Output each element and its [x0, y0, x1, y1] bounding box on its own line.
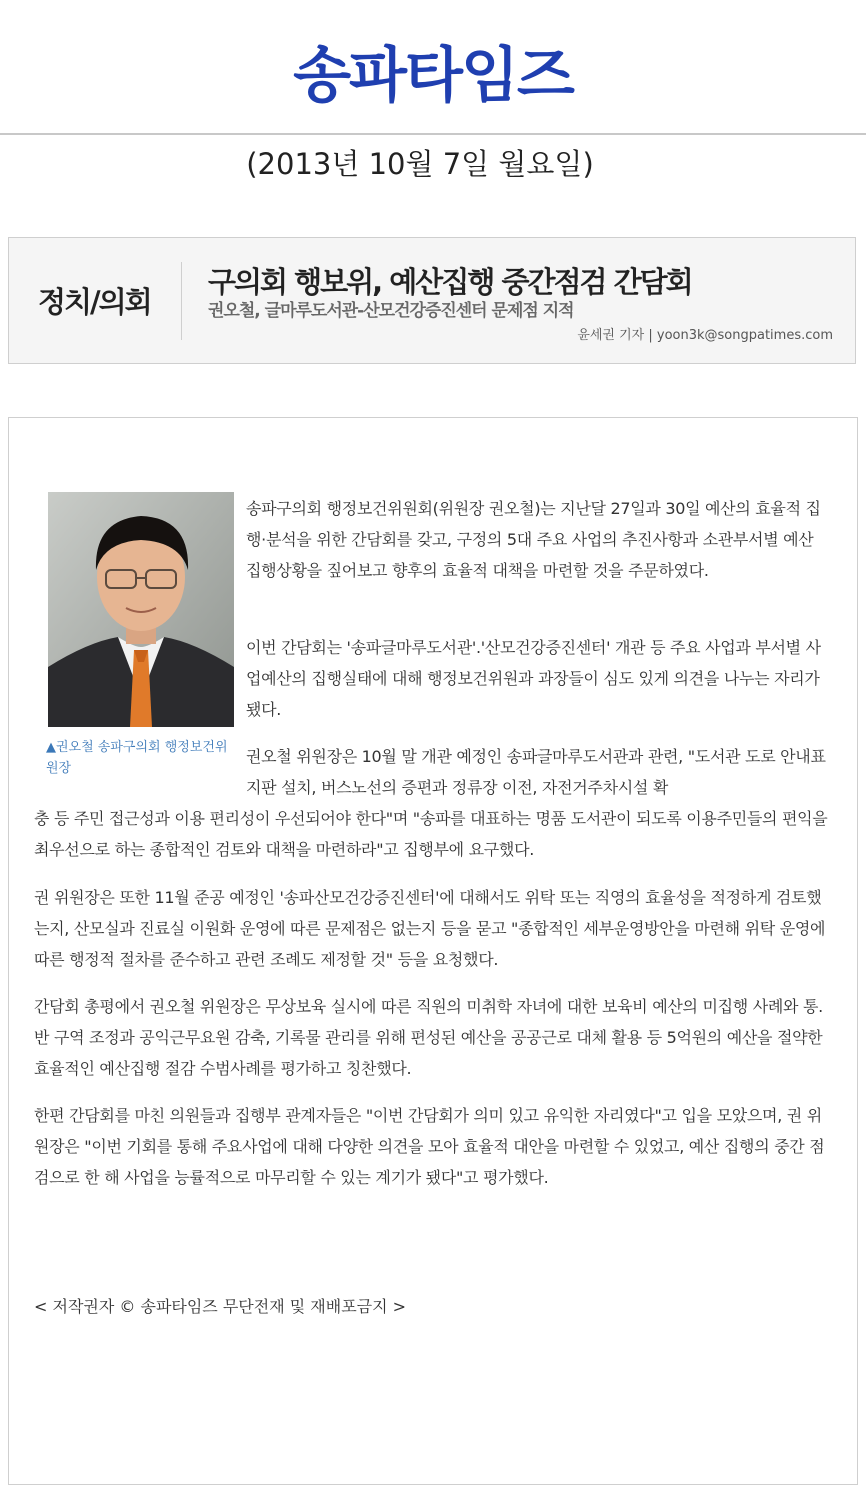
photo-caption: ▲권오철 송파구의회 행정보건위원장 [46, 740, 228, 776]
paragraph-1: 송파구의회 행정보건위원회(위원장 권오철)는 지난달 27일과 30일 예산의 효율적 집행·분석을 위한 간담회를 갖고, 구정의 5대 주요 사업의 추진사항과 소관부서별 예산 집행상황을 짚어보고 향후의 효율적 대책을 마련할 것을 주문하였다. [246, 499, 821, 580]
paragraph-6: 한편 간담회를 마친 의원들과 집행부 관계자들은 "이번 간담회가 의미 있고 유익한 자리였다"고 입을 모았으며, 권 위원장은 "이번 기회를 통해 주요사업에 대해 다양한 의견을 모아 효율적 대안을 마련할 수 있었고, 예산 집행의 중간 점검으로 한 해 사업을 능률적으로 마무리할 수 있는 계기가 됐다"고 평가했다. [34, 1106, 825, 1187]
portrait-photo [48, 492, 234, 727]
publication-date: (2013년 10월 7일 월요일) [246, 147, 594, 181]
paragraph-5: 간담회 총평에서 권오철 위원장은 무상보육 실시에 따른 직원의 미취학 자녀에 대한 보육비 예산의 미집행 사례와 통.반 구역 조정과 공익근무요원 감축, 기록물 관리를 위해 편성된 예산을 공공근로 대체 활용 등 5억원의 예산을 절약한 효율적인 예산집행 절감 수범사례를 평가하고 칭찬했다. [34, 997, 823, 1078]
article-headline: 구의회 행보위, 예산집행 중간점검 간담회 [208, 265, 692, 299]
site-logo[interactable]: 송파타임즈 [293, 41, 573, 111]
portrait-image [48, 492, 234, 727]
article-subheadline: 권오철, 글마루도서관-산모건강증진센터 문제점 지적 [208, 301, 574, 321]
paragraph-4: 권 위원장은 또한 11월 준공 예정인 '송파산모건강증진센터'에 대해서도 위탁 또는 직영의 효율성을 적정하게 검토했는지, 산모실과 진료실 이원화 운영에 따른 문제점은 없는지 등을 묻고 "종합적인 세부운영방안을 마련해 위탁 운영에 따른 행정적 절차를 준수하고 관련 조례도 제정할 것" 등을 요청했다. [34, 888, 826, 969]
paragraph-3-wrap: 권오철 위원장은 10월 말 개관 예정인 송파글마루도서관과 관련, "도서관 도로 안내표지판 설치, 버스노선의 증편과 정류장 이전, 자전거주차시설 확 [246, 747, 826, 797]
masthead-divider [0, 133, 866, 135]
article-header [8, 237, 856, 364]
article-body [8, 417, 858, 1485]
paragraph-2: 이번 간담회는 '송파글마루도서관'.'산모건강증진센터' 개관 등 주요 사업과 부서별 사업예산의 집행실태에 대해 행정보건위원과 과장들이 심도 있게 의견을 나누는 자리가 됐다. [246, 638, 821, 719]
masthead [0, 0, 866, 134]
header-divider [181, 262, 182, 340]
paragraph-3-continued: 충 등 주민 접근성과 이용 편리성이 우선되어야 한다"며 "송파를 대표하는 명품 도서관이 되도록 이용주민들의 편익을 최우선으로 하는 종합적인 검토와 대책을 마련하라"고 집행부에 요구했다. [34, 809, 828, 859]
section-label: 정치/의회 [38, 285, 151, 319]
copyright-notice: < 저작권자 © 송파타임즈 무단전재 및 재배포금지 > [34, 1297, 407, 1316]
byline: 윤세권 기자 | yoon3k@songpatimes.com [577, 328, 833, 343]
